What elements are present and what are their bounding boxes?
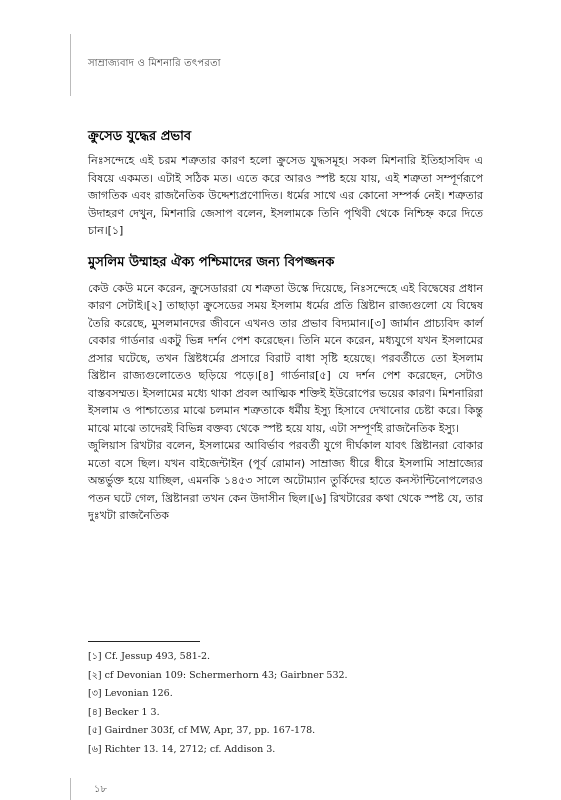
body-paragraph: কেউ কেউ মনে করেন, ক্রুসেডাররা যে শত্রুতা উস্কে দিয়েছে, নিঃসন্দেহে এই বিদ্বেষের প্রধান কারণ সেটাই।[২] তাছাড়া ক্রুসেডের সময় ইসলাম ধর্মের প্রতি খ্রিষ্টান রাজ্যগুলো যে বিদ্বেষ তৈরি করেছে, মুসলমানদের জীবনে এখনও তার প্রভাব বিদ্যমান।[৩] জার্মান প্রাচ্যবিদ কার্ল বেকার গার্ডনার একটু ভিন্ন দর্শন পেশ করেছেন। তিনি মনে করেন, মধ্যযুগে যখন ইসলামের প্রসার ঘটেছে, তখন খ্রিষ্টধর্মের প্রসারে বিরাট বাধা সৃষ্টি হয়েছে। পরবর্তীতে তো ইসলাম খ্রিষ্টান রাজ্যগুলোতেও ছড়িয়ে পড়ে।[৪] গার্ডনার[৫] যে দর্শন পেশ করেছেন, সেটাও বাস্তবসম্মত। ইসলামের মধ্যে থাকা প্রবল আত্মিক শক্তিই ইউরোপের ভয়ের কারণ। মিশনারিরা ইসলাম ও পাশ্চাত্যের মাঝে চলমান শত্রুতাকে ধর্মীয় ইস্যু হিসাবে দেখানোর চেষ্টা করে। কিন্তু মাঝে মাঝে তাদেরই বিভিন্ন বক্তব্য থেকে স্পষ্ট হয়ে যায়, এটা সম্পূর্ণই রাজনৈতিক ইস্যু।: [88, 281, 483, 435]
footnote: [৬] Richter 13. 14, 2712; cf. Addison 3.: [88, 743, 276, 755]
body-paragraph: নিঃসন্দেহে এই চরম শত্রুতার কারণ হলো ক্রুসেড যুদ্ধসমূহ। সকল মিশনারি ইতিহাসবিদ এ বিষয়ে একমত। এটাই সঠিক মত। এতে করে আরও স্পষ্ট হয়ে যায়, এই শত্রুতা সম্পূর্ণরূপে জাগতিক এবং রাজনৈতিক উদ্দেশ্যপ্রণোদিত। ধর্মের সাথে এর কোনো সম্পর্ক নেই। শত্রুতার উদাহরণ দেখুন, মিশনারি জেসাপ বলেন, ইসলামকে তিনি পৃথিবী থেকে নিশ্চিহ্ন করে দিতে চান।[১]: [88, 154, 483, 237]
running-title: সাম্রাজ্যবাদ ও মিশনারি তৎপরতা: [88, 58, 221, 69]
main-content: [88, 128, 483, 525]
body-paragraph: জুলিয়াস রিখটার বলেন, ইসলামের আবির্ভাব পরবর্তী যুগে দীর্ঘকাল যাবৎ খ্রিষ্টানরা বোকার মতো বসে ছিল। যখন বাইজেন্টাইন (পূর্ব রোমান) সাম্রাজ্য ধীরে ধীরে ইসলামি সাম্রাজ্যের অন্তর্ভুক্ত হয়ে যাচ্ছিল, এমনকি ১৪৫৩ সালে অটোম্যান তুর্কিদের হাতে কনস্টান্টিনোপলেরও পতন ঘটে গেল, খ্রিষ্টানরা তখন কেন উদাসীন ছিল।[৬] রিখটারের কথা থেকে স্পষ্ট যে, তার দুঃখটা রাজনৈতিক: [88, 439, 483, 522]
footnote: [২] cf Devonian 109: Schermerhorn 43; Gairbner 532.: [88, 669, 348, 681]
footer-rule: [70, 778, 71, 800]
footnote: [১] Cf. Jessup 493, 581-2.: [88, 651, 211, 662]
section-heading: ক্রুসেড যুদ্ধের প্রভাব: [88, 129, 192, 144]
header-rule: [70, 34, 71, 96]
footnote: [৩] Levonian 126.: [88, 688, 173, 699]
section-heading: মুসলিম উম্মাহর ঐক্য পশ্চিমাদের জন্য বিপজ্জনক: [88, 254, 335, 270]
footnote: [৫] Gairdner 303f, cf MW, Apr, 37, pp. 167-178.: [88, 725, 316, 736]
section-muslim-unity: [88, 254, 483, 525]
page-number: ১৮: [94, 784, 107, 795]
footnote-rule: [88, 641, 200, 642]
section-crusade-effect: [88, 128, 483, 240]
footnotes: [88, 648, 483, 759]
footnote: [৪] Becker 1 3.: [88, 706, 160, 718]
